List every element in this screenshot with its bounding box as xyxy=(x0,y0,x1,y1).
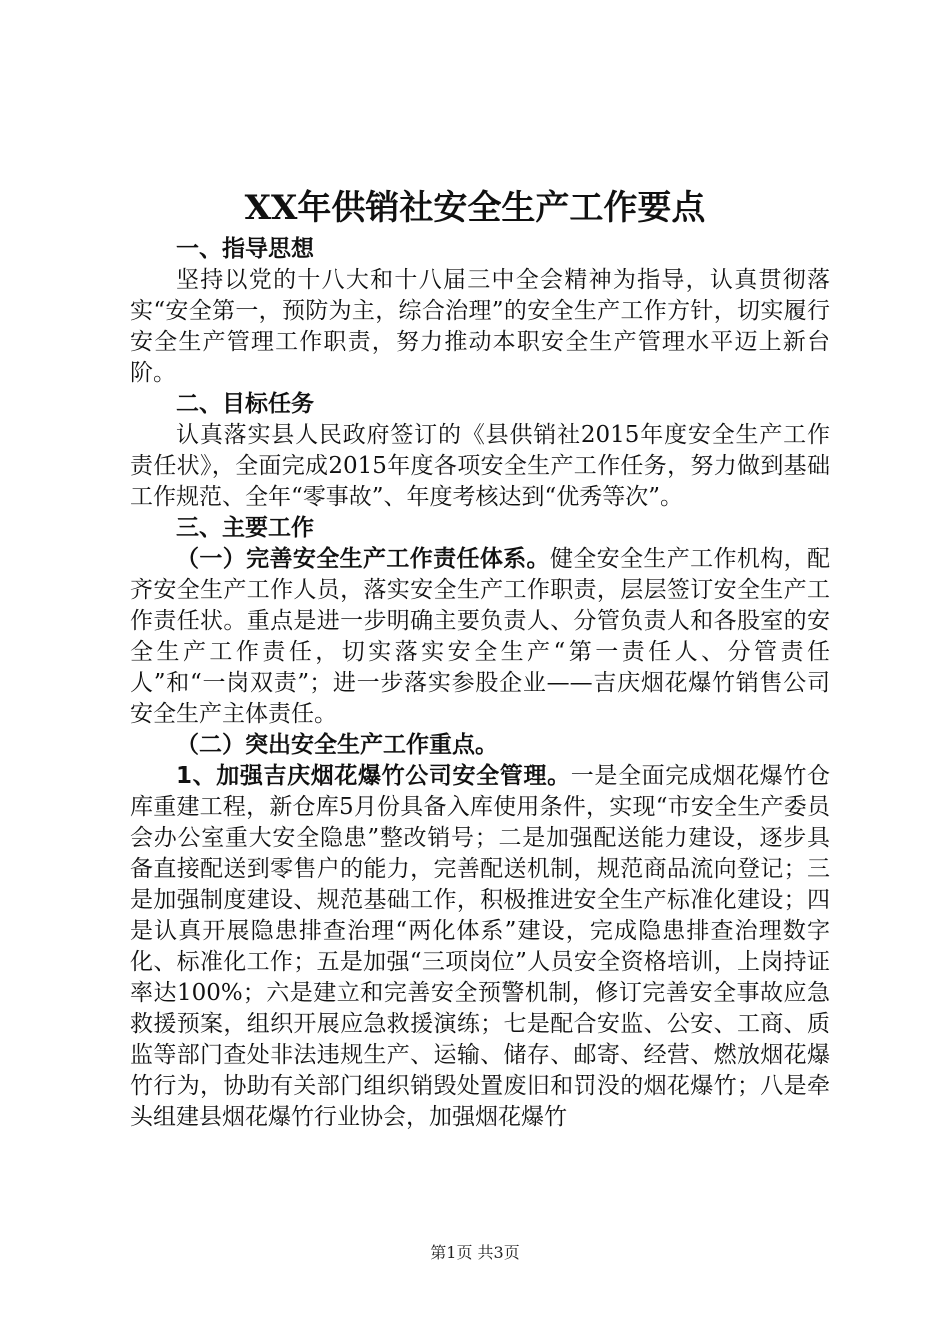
page-footer: 第1页 共3页 xyxy=(430,1243,520,1262)
paragraph-responsibility-system xyxy=(130,544,830,730)
section-body-targets: 认真落实县人民政府签订的《县供销社2015年度安全生产工作责任状》，全面完成2015年度各项安全生产工作任务，努力做到基础工作规范、全年“零事故”、年度考核达到“优秀等次”。 xyxy=(130,422,830,510)
paragraph-text: 一是全面完成烟花爆竹仓库重建工程，新仓库5月份具备入库使用条件，实现“市安全生产委员会办公室重大安全隐患”整改销号；二是加强配送能力建设，逐步具备直接配送到零售户的能力，完善配送机制，规范商品流向登记；三是加强制度建设、规范基础工作，积极推进安全生产标准化建设；四是认真开展隐患排查治理“两化体系”建设，完成隐患排查治理数字化、标准化工作；五是加强“三项岗位”人员安全资格培训，上岗持证率达100%；六是建立和完善安全预警机制，修订完善安全事故应急救援预案，组织开展应急救援演练；七是配合安监、公安、工商、质监等部门查处非法违规生产、运输、储存、邮寄、经营、燃放烟花爆竹行为，协助有关部门组织销毁处置废旧和罚没的烟花爆竹；八是牵头组建县烟花爆竹行业协会，加强烟花爆竹 xyxy=(130,763,830,1130)
document-title: XX年供销社安全生产工作要点 xyxy=(244,188,706,228)
section-body-guiding-thought: 坚持以党的十八大和十八届三中全会精神为指导，认真贯彻落实“安全第一，预防为主，综合治理”的安全生产工作方针，切实履行安全生产管理工作职责，努力推动本职安全生产管理水平迈上新台阶。 xyxy=(130,267,830,386)
paragraph-lead: （一）完善安全生产工作责任体系。 xyxy=(176,546,550,572)
section-heading-targets: 二、目标任务 xyxy=(176,391,314,417)
section-heading-guiding-thought: 一、指导思想 xyxy=(176,236,314,262)
paragraph-text: 健全安全生产工作机构，配齐安全生产工作人员，落实安全生产工作职责，层层签订安全生产工作责任状。重点是进一步明确主要负责人、分管负责人和各股室的安全生产工作责任，切实落实安全生产“第一责任人、分管责任人”和“一岗双责”；进一步落实参股企业——吉庆烟花爆竹销售公司安全生产主体责任。 xyxy=(130,546,831,727)
document-body xyxy=(130,182,830,1133)
paragraph-key-points xyxy=(130,730,830,761)
paragraph-lead: （二）突出安全生产工作重点。 xyxy=(176,732,498,758)
paragraph-lead: 1、加强吉庆烟花爆竹公司安全管理。 xyxy=(176,763,571,789)
section-heading-main-work: 三、主要工作 xyxy=(176,515,314,541)
paragraph-fireworks-company xyxy=(130,761,830,1133)
